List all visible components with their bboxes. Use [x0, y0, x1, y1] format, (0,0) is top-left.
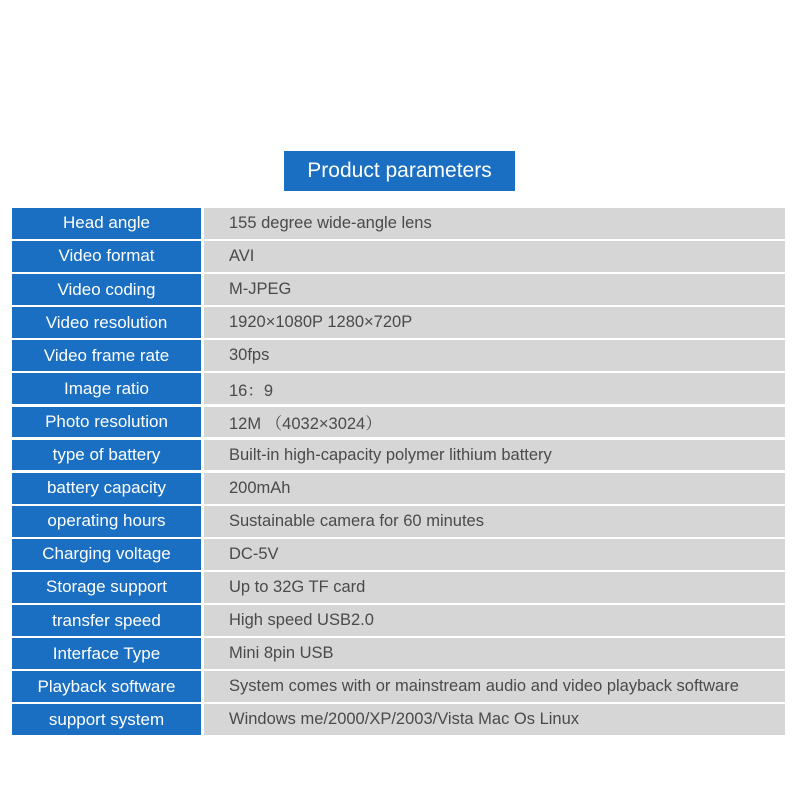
spec-label: operating hours	[12, 506, 201, 537]
spec-value: 16：9	[204, 373, 785, 404]
spec-label: support system	[12, 704, 201, 735]
table-row	[12, 539, 785, 570]
spec-label: Charging voltage	[12, 539, 201, 570]
spec-label: Playback software	[12, 671, 201, 702]
spec-value: High speed USB2.0	[204, 605, 785, 636]
spec-label: Video format	[12, 241, 201, 272]
spec-value: 200mAh	[204, 473, 785, 504]
spec-label: Head angle	[12, 208, 201, 239]
table-row	[12, 671, 785, 702]
spec-label: Video resolution	[12, 307, 201, 338]
spec-value: Built-in high-capacity polymer lithium battery	[204, 440, 785, 471]
spec-value: Up to 32G TF card	[204, 572, 785, 603]
table-row	[12, 373, 785, 404]
table-row	[12, 440, 785, 471]
table-row	[12, 638, 785, 669]
spec-value: Sustainable camera for 60 minutes	[204, 506, 785, 537]
spec-label: transfer speed	[12, 605, 201, 636]
spec-label: Image ratio	[12, 373, 201, 404]
table-row	[12, 241, 785, 272]
spec-label: Photo resolution	[12, 407, 201, 438]
spec-label: Video frame rate	[12, 340, 201, 371]
table-row	[12, 506, 785, 537]
table-row	[12, 274, 785, 305]
spec-label: Video coding	[12, 274, 201, 305]
table-row	[12, 208, 785, 239]
spec-label: Interface Type	[12, 638, 201, 669]
table-row	[12, 704, 785, 735]
spec-value: DC-5V	[204, 539, 785, 570]
table-row	[12, 407, 785, 438]
table-row	[12, 572, 785, 603]
spec-value: 155 degree wide-angle lens	[204, 208, 785, 239]
spec-value: 1920×1080P 1280×720P	[204, 307, 785, 338]
spec-value: Windows me/2000/XP/2003/Vista Mac Os Linux	[204, 704, 785, 735]
table-row	[12, 307, 785, 338]
spec-label: battery capacity	[12, 473, 201, 504]
spec-value: Mini 8pin USB	[204, 638, 785, 669]
spec-label: type of battery	[12, 440, 201, 471]
spec-label: Storage support	[12, 572, 201, 603]
spec-value: 12M （4032×3024）	[204, 407, 785, 438]
spec-value: AVI	[204, 241, 785, 272]
table-row	[12, 340, 785, 371]
spec-value: System comes with or mainstream audio and video playback software	[204, 671, 785, 702]
table-row	[12, 473, 785, 504]
spec-table	[12, 208, 785, 738]
table-row	[12, 605, 785, 636]
page-title: Product parameters	[284, 151, 515, 191]
spec-value: 30fps	[204, 340, 785, 371]
spec-value: M-JPEG	[204, 274, 785, 305]
